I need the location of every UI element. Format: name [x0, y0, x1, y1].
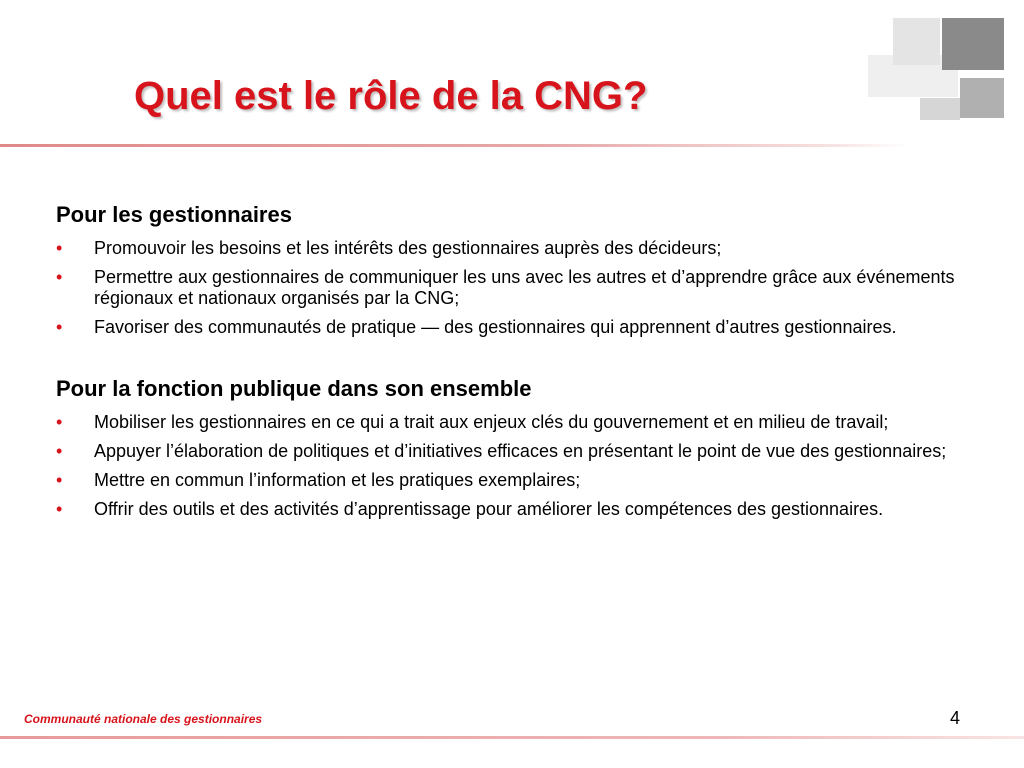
bullet-text: Mobiliser les gestionnaires en ce qui a trait aux enjeux clés du gouvernement et en milieu de travail;	[94, 412, 889, 432]
bullet-item	[56, 470, 976, 491]
footer-divider	[0, 736, 1024, 739]
section-heading: Pour la fonction publique dans son ensemble	[56, 376, 532, 401]
section-public-service	[56, 374, 976, 520]
decorative-square	[920, 98, 960, 120]
slide-content	[56, 200, 976, 528]
bullet-text: Mettre en commun l’information et les pratiques exemplaires;	[94, 470, 581, 490]
bullet-list	[56, 238, 976, 338]
bullet-item	[56, 499, 976, 520]
page-number: 4	[950, 708, 961, 728]
bullet-icon: •	[56, 238, 63, 258]
bullet-text: Favoriser des communautés de pratique — des gestionnaires qui apprennent d’autres gestionnaires.	[94, 317, 897, 337]
slide-title: Quel est le rôle de la CNG?	[134, 74, 648, 118]
bullet-icon: •	[56, 412, 63, 432]
bullet-text: Offrir des outils et des activités d’apprentissage pour améliorer les compétences des gestionnaires.	[94, 499, 884, 519]
decorative-square	[942, 18, 1004, 70]
bullet-icon: •	[56, 441, 63, 461]
bullet-text: Permettre aux gestionnaires de communiquer les uns avec les autres et d’apprendre grâce aux événements régionaux et nationaux organisés par la CNG;	[94, 267, 955, 308]
bullet-item	[56, 412, 976, 433]
bullet-text: Appuyer l’élaboration de politiques et d’initiatives efficaces en présentant le point de vue des gestionnaires;	[94, 441, 947, 461]
section-managers	[56, 200, 976, 338]
footer-organization: Communauté nationale des gestionnaires	[24, 712, 263, 726]
bullet-list	[56, 412, 976, 520]
bullet-item	[56, 238, 976, 259]
decorative-square	[893, 18, 940, 65]
decorative-square	[960, 78, 1004, 118]
bullet-icon: •	[56, 317, 63, 337]
bullet-icon: •	[56, 470, 63, 490]
bullet-icon: •	[56, 499, 63, 519]
bullet-icon: •	[56, 267, 63, 287]
title-divider	[0, 144, 910, 147]
bullet-item	[56, 317, 976, 338]
section-heading: Pour les gestionnaires	[56, 202, 292, 227]
bullet-item	[56, 441, 976, 462]
bullet-item	[56, 267, 976, 309]
bullet-text: Promouvoir les besoins et les intérêts des gestionnaires auprès des décideurs;	[94, 238, 722, 258]
